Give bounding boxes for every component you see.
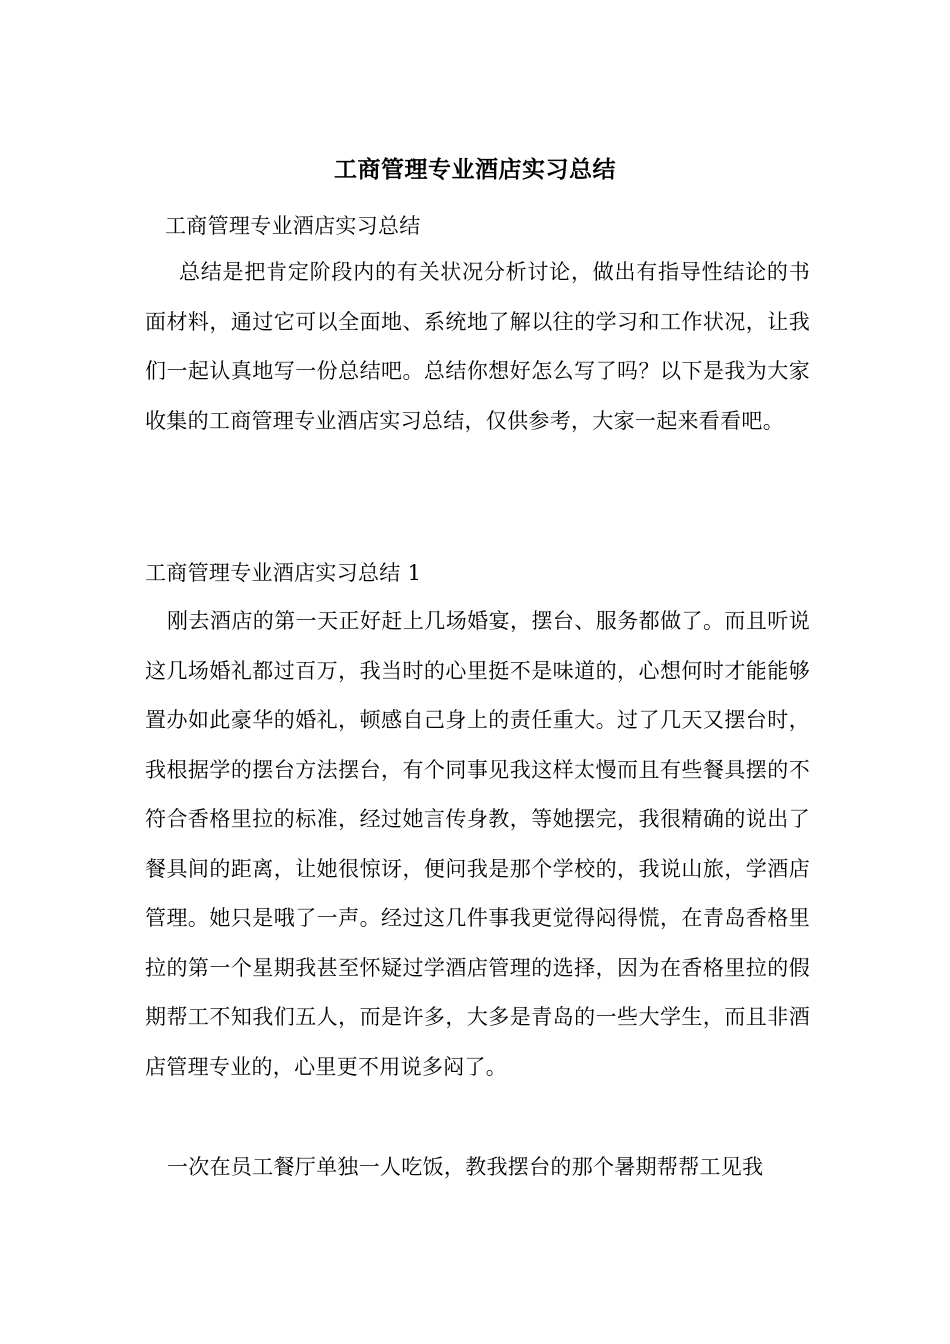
intro-paragraph: 总结是把肯定阶段内的有关状况分析讨论，做出有指导性结论的书面材料，通过它可以全面地、系统地了解以往的学习和工作状况，让我们一起认真地写一份总结吧。总结你想好怎么写了吗？以下是我为大家收集的工商管理专业酒店实习总结，仅供参考，大家一起来看看吧。 (145, 260, 810, 433)
document-title: 工商管理专业酒店实习总结 (334, 156, 616, 183)
body-paragraph-1: 刚去酒店的第一天正好赶上几场婚宴，摆台、服务都做了。而且听说这几场婚礼都过百万，我当时的心里挺不是味道的，心想何时才能能够置办如此豪华的婚礼，顿感自己身上的责任重大。过了几天又摆台时，我根据学的摆台方法摆台，有个同事见我这样太慢而且有些餐具摆的不符合香格里拉的标准，经过她言传身教，等她摆完，我很精确的说出了餐具间的距离，让她很惊讶，便问我是那个学校的，我说山旅，学酒店管理。她只是哦了一声。经过这几件事我更觉得闷得慌，在青岛香格里拉的第一个星期我甚至怀疑过学酒店管理的选择，因为在香格里拉的假期帮工不知我们五人，而是许多，大多是青岛的一些大学生，而且非酒店管理专业的，心里更不用说多闷了。 (145, 609, 810, 1079)
section-heading: 工商管理专业酒店实习总结 1 (145, 561, 422, 585)
document-subtitle: 工商管理专业酒店实习总结 (165, 214, 421, 238)
body-paragraph-2: 一次在员工餐厅单独一人吃饭，教我摆台的那个暑期帮帮工见我 (167, 1155, 764, 1179)
